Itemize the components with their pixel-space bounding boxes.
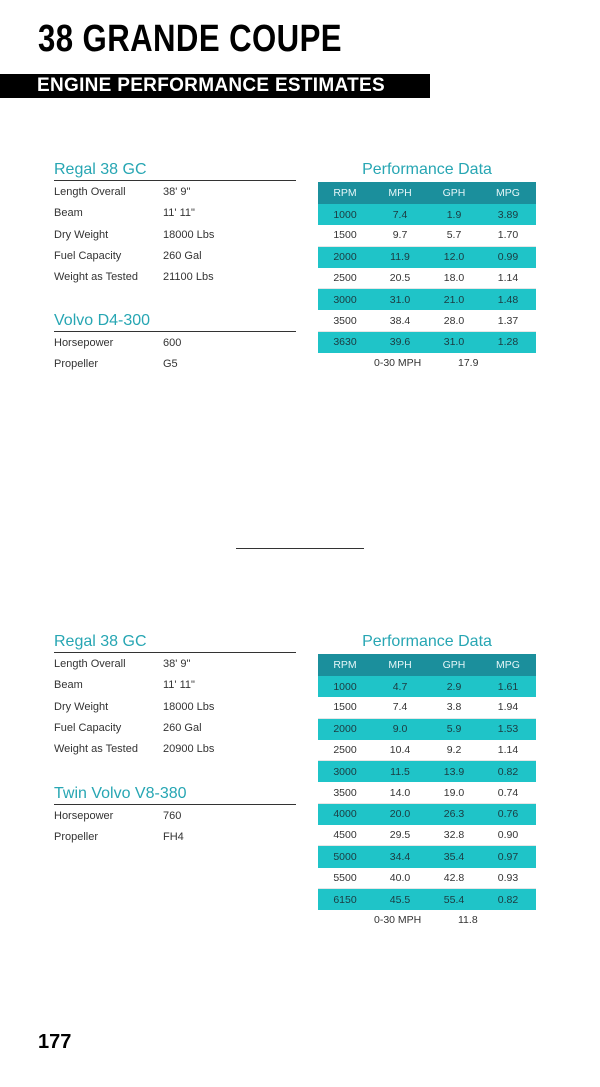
spec-label: Beam (54, 207, 83, 220)
spec-label: Dry Weight (54, 700, 109, 713)
spec-label: Length Overall (54, 186, 126, 198)
table-cell: 40.0 (389, 871, 411, 884)
spec-value: 20900 Lbs (163, 743, 215, 756)
spec-label: Beam (54, 679, 83, 692)
acceleration-value: 11.8 (458, 914, 478, 927)
engine-heading: Twin Volvo V8-380 (54, 785, 296, 805)
spec-value: 38' 9" (163, 658, 191, 670)
table-row (318, 804, 536, 825)
column-header: MPH (388, 659, 412, 671)
table-cell: 6150 (333, 893, 357, 906)
spec-value: 760 (163, 810, 182, 822)
spec-label: Propeller (54, 831, 99, 844)
table-row (318, 846, 536, 867)
table-cell: 5.9 (446, 723, 462, 736)
table-cell: 55.4 (443, 893, 465, 906)
table-cell: 14.0 (389, 786, 411, 799)
table-cell: 5000 (333, 851, 357, 864)
table-row (318, 889, 536, 910)
spec-value: 38' 9" (163, 186, 191, 198)
table-row (318, 268, 536, 289)
acceleration-value: 17.9 (458, 357, 479, 370)
table-cell: 1.70 (497, 229, 519, 242)
spec-value: 11' 11" (163, 679, 195, 692)
table-cell: 9.0 (392, 723, 408, 736)
table-cell: 1500 (333, 701, 357, 714)
table-cell: 26.3 (443, 808, 465, 821)
table-row (318, 761, 536, 782)
page-title: 38 GRANDE COUPE (38, 18, 342, 60)
spec-label: Horsepower (54, 810, 114, 822)
table-cell: 32.8 (443, 829, 465, 842)
table-cell: 2000 (333, 251, 357, 264)
table-cell: 42.8 (443, 871, 465, 884)
spec-value: FH4 (163, 831, 184, 844)
table-cell: 3000 (333, 765, 357, 778)
table-cell: 31.0 (443, 336, 465, 349)
table-cell: 13.9 (443, 765, 465, 778)
table-row (318, 782, 536, 803)
table-row (318, 204, 536, 225)
acceleration-label: 0-30 MPH (374, 357, 422, 370)
table-cell: 3000 (333, 293, 357, 306)
model-heading: Regal 38 GC (54, 633, 296, 653)
table-cell: 9.7 (392, 229, 408, 242)
table-row (318, 719, 536, 740)
table-cell: 7.4 (392, 208, 408, 221)
spec-label: Propeller (54, 358, 99, 371)
table-cell: 1.94 (497, 701, 519, 714)
spec-value: G5 (163, 358, 178, 371)
subtitle-bar (0, 74, 430, 98)
table-cell: 0.99 (497, 251, 519, 264)
table-cell: 39.6 (389, 336, 411, 349)
table-cell: 1.28 (497, 336, 519, 349)
table-row (318, 868, 536, 889)
table-cell: 12.0 (443, 251, 465, 264)
table-cell: 20.0 (389, 808, 411, 821)
spec-label: Dry Weight (54, 228, 109, 241)
table-header-row (318, 654, 536, 676)
spec-label: Length Overall (54, 658, 126, 670)
table-cell: 2000 (333, 723, 357, 736)
table-cell: 20.5 (389, 272, 411, 285)
table-cell: 35.4 (443, 851, 465, 864)
table-row (318, 740, 536, 761)
table-cell: 0.82 (497, 765, 519, 778)
table-row (318, 310, 536, 331)
table-cell: 19.0 (443, 786, 465, 799)
table-cell: 1000 (333, 680, 357, 693)
spec-label: Fuel Capacity (54, 249, 122, 262)
table-row (318, 332, 536, 353)
section-divider (236, 548, 364, 549)
table-cell: 3.89 (497, 208, 519, 221)
table-cell: 5500 (333, 871, 357, 884)
table-cell: 3.8 (446, 701, 462, 714)
table-cell: 1.14 (497, 272, 519, 285)
table-cell: 4000 (333, 808, 357, 821)
table-cell: 18.0 (443, 272, 465, 285)
spec-value: 260 Gal (163, 249, 202, 262)
table-cell: 2500 (333, 744, 357, 757)
table-row (318, 247, 536, 268)
table-cell: 3500 (333, 786, 357, 799)
table-cell: 45.5 (389, 893, 411, 906)
column-header: GPH (442, 659, 466, 671)
table-header-row (318, 182, 536, 204)
table-cell: 1.37 (497, 314, 519, 327)
column-header: RPM (333, 187, 357, 199)
column-header: MPG (496, 187, 520, 199)
table-cell: 3630 (333, 336, 357, 349)
table-cell: 7.4 (392, 701, 408, 714)
table-cell: 2.9 (446, 680, 462, 693)
table-cell: 0.82 (497, 893, 519, 906)
performance-heading: Performance Data (362, 161, 492, 178)
table-row (318, 676, 536, 697)
table-cell: 2500 (333, 272, 357, 285)
table-row (318, 825, 536, 846)
table-cell: 0.76 (497, 808, 519, 821)
table-cell: 4500 (333, 829, 357, 842)
table-cell: 0.97 (497, 851, 519, 864)
spec-value: 260 Gal (163, 721, 202, 734)
table-cell: 0.90 (497, 829, 519, 842)
table-cell: 11.5 (390, 765, 410, 778)
table-cell: 9.2 (446, 744, 462, 757)
table-cell: 0.74 (497, 786, 519, 799)
table-cell: 1500 (333, 229, 357, 242)
table-cell: 1000 (333, 208, 357, 221)
table-cell: 5.7 (446, 229, 462, 242)
performance-table (318, 654, 536, 910)
table-cell: 28.0 (443, 314, 465, 327)
spec-label: Fuel Capacity (54, 721, 122, 734)
spec-value: 18000 Lbs (163, 228, 215, 241)
spec-value: 11' 11" (163, 207, 195, 220)
table-row (318, 225, 536, 246)
spec-value: 21100 Lbs (163, 271, 214, 284)
table-cell: 4.7 (392, 680, 408, 693)
performance-table (318, 182, 536, 353)
table-cell: 1.14 (497, 744, 519, 757)
table-cell: 1.9 (446, 208, 462, 221)
spec-value: 18000 Lbs (163, 700, 215, 713)
table-cell: 1.61 (497, 680, 519, 693)
table-cell: 10.4 (389, 744, 411, 757)
table-cell: 0.93 (497, 871, 519, 884)
spec-label: Weight as Tested (54, 271, 138, 284)
column-header: MPG (496, 659, 520, 671)
table-cell: 34.4 (389, 851, 411, 864)
spec-value: 600 (163, 337, 182, 349)
engine-heading: Volvo D4-300 (54, 312, 296, 332)
table-cell: 38.4 (389, 314, 411, 327)
column-header: MPH (388, 187, 412, 199)
table-row (318, 289, 536, 310)
page-number: 177 (38, 1031, 72, 1053)
spec-label: Horsepower (54, 337, 114, 349)
table-cell: 1.48 (497, 293, 519, 306)
table-cell: 31.0 (389, 293, 411, 306)
table-cell: 21.0 (443, 293, 465, 306)
table-cell: 3500 (333, 314, 357, 327)
table-row (318, 697, 536, 718)
column-header: GPH (442, 187, 466, 199)
model-heading: Regal 38 GC (54, 161, 296, 181)
acceleration-label: 0-30 MPH (374, 914, 422, 927)
performance-heading: Performance Data (362, 633, 492, 650)
table-cell: 11.9 (390, 251, 410, 264)
table-cell: 29.5 (389, 829, 411, 842)
table-cell: 1.53 (497, 723, 519, 736)
subtitle-text: ENGINE PERFORMANCE ESTIMATES (37, 75, 385, 96)
spec-label: Weight as Tested (54, 743, 138, 756)
column-header: RPM (333, 659, 357, 671)
